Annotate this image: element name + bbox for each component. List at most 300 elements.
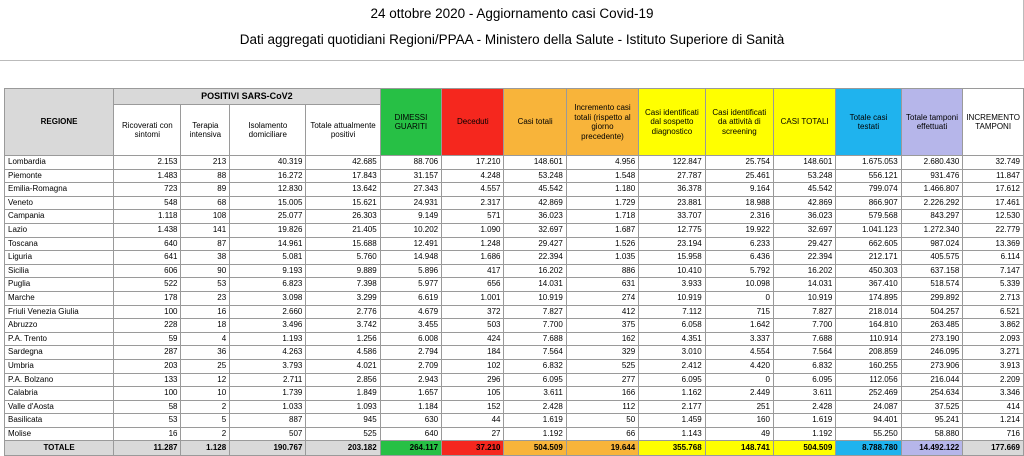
value-cell: 7.827 xyxy=(773,305,835,319)
value-cell: 4.554 xyxy=(705,346,773,360)
col-header-totale-positivi: Totale attualmente positivi xyxy=(306,105,380,156)
value-cell: 3.611 xyxy=(773,387,835,401)
value-cell: 5.081 xyxy=(230,251,306,265)
value-cell: 12.830 xyxy=(230,183,306,197)
region-name-cell: Sardegna xyxy=(5,346,114,360)
value-cell: 931.476 xyxy=(901,169,963,183)
value-cell: 53.248 xyxy=(773,169,835,183)
value-cell: 122.847 xyxy=(639,156,705,170)
table-row xyxy=(5,319,1024,333)
value-cell: 12.530 xyxy=(963,210,1024,224)
value-cell: 7.827 xyxy=(504,305,566,319)
value-cell: 6.008 xyxy=(380,332,441,346)
value-cell: 504.257 xyxy=(901,305,963,319)
value-cell: 31.157 xyxy=(380,169,441,183)
value-cell: 2.153 xyxy=(114,156,181,170)
value-cell: 1.214 xyxy=(963,414,1024,428)
value-cell: 10.098 xyxy=(705,278,773,292)
value-cell: 1.526 xyxy=(566,237,638,251)
table-row xyxy=(5,183,1024,197)
value-cell: 6.095 xyxy=(504,373,566,387)
value-cell: 2 xyxy=(181,400,230,414)
value-cell: 1.657 xyxy=(380,387,441,401)
value-cell: 640 xyxy=(114,237,181,251)
value-cell: 148.601 xyxy=(504,156,566,170)
value-cell: 1.459 xyxy=(639,414,705,428)
value-cell: 7.700 xyxy=(773,319,835,333)
value-cell: 59 xyxy=(114,332,181,346)
region-name-cell: P.A. Trento xyxy=(5,332,114,346)
value-cell: 2.316 xyxy=(705,210,773,224)
total-value-cell: 11.287 xyxy=(114,441,181,456)
value-cell: 507 xyxy=(230,427,306,441)
value-cell: 58 xyxy=(114,400,181,414)
value-cell: 6.823 xyxy=(230,278,306,292)
region-name-cell: Friuli Venezia Giulia xyxy=(5,305,114,319)
value-cell: 2.449 xyxy=(705,387,773,401)
total-value-cell: 504.509 xyxy=(773,441,835,456)
value-cell: 1.619 xyxy=(504,414,566,428)
value-cell: 208.859 xyxy=(836,346,901,360)
value-cell: 277 xyxy=(566,373,638,387)
value-cell: 1.256 xyxy=(306,332,380,346)
value-cell: 218.014 xyxy=(836,305,901,319)
value-cell: 25.754 xyxy=(705,156,773,170)
table-row xyxy=(5,264,1024,278)
value-cell: 53.248 xyxy=(504,169,566,183)
value-cell: 94.401 xyxy=(836,414,901,428)
value-cell: 6.058 xyxy=(639,319,705,333)
value-cell: 45.542 xyxy=(504,183,566,197)
value-cell: 100 xyxy=(114,387,181,401)
value-cell: 14.031 xyxy=(773,278,835,292)
value-cell: 6.521 xyxy=(963,305,1024,319)
value-cell: 254.634 xyxy=(901,387,963,401)
total-value-cell: 148.741 xyxy=(705,441,773,456)
value-cell: 216.044 xyxy=(901,373,963,387)
value-cell: 2.709 xyxy=(380,359,441,373)
value-cell: 4.557 xyxy=(442,183,504,197)
value-cell: 0 xyxy=(705,291,773,305)
value-cell: 2.093 xyxy=(963,332,1024,346)
value-cell: 3.455 xyxy=(380,319,441,333)
table-row xyxy=(5,414,1024,428)
value-cell: 5.896 xyxy=(380,264,441,278)
value-cell: 18.988 xyxy=(705,196,773,210)
value-cell: 1.248 xyxy=(442,237,504,251)
value-cell: 16.202 xyxy=(504,264,566,278)
value-cell: 299.892 xyxy=(901,291,963,305)
value-cell: 656 xyxy=(442,278,504,292)
value-cell: 29.427 xyxy=(773,237,835,251)
value-cell: 637.158 xyxy=(901,264,963,278)
value-cell: 6.095 xyxy=(639,373,705,387)
value-cell: 329 xyxy=(566,346,638,360)
value-cell: 38 xyxy=(181,251,230,265)
value-cell: 571 xyxy=(442,210,504,224)
value-cell: 27.343 xyxy=(380,183,441,197)
total-value-cell: 14.492.122 xyxy=(901,441,963,456)
covid-regional-table xyxy=(4,88,1024,456)
value-cell: 2.680.430 xyxy=(901,156,963,170)
value-cell: 17.461 xyxy=(963,196,1024,210)
value-cell: 579.568 xyxy=(836,210,901,224)
value-cell: 3.098 xyxy=(230,291,306,305)
value-cell: 90 xyxy=(181,264,230,278)
value-cell: 148.601 xyxy=(773,156,835,170)
value-cell: 3.299 xyxy=(306,291,380,305)
value-cell: 3.346 xyxy=(963,387,1024,401)
table-row xyxy=(5,156,1024,170)
value-cell: 4.956 xyxy=(566,156,638,170)
value-cell: 164.810 xyxy=(836,319,901,333)
value-cell: 273.190 xyxy=(901,332,963,346)
value-cell: 22.394 xyxy=(773,251,835,265)
table-row xyxy=(5,332,1024,346)
table-row xyxy=(5,359,1024,373)
table-row xyxy=(5,291,1024,305)
col-header-incremento-casi: Incremento casi totali (rispetto al giorno precedente) xyxy=(566,89,638,156)
value-cell: 19.826 xyxy=(230,223,306,237)
value-cell: 5.792 xyxy=(705,264,773,278)
value-cell: 1.687 xyxy=(566,223,638,237)
value-cell: 9.149 xyxy=(380,210,441,224)
value-cell: 14.961 xyxy=(230,237,306,251)
value-cell: 4.420 xyxy=(705,359,773,373)
region-name-cell: P.A. Bolzano xyxy=(5,373,114,387)
value-cell: 110.914 xyxy=(836,332,901,346)
value-cell: 4.586 xyxy=(306,346,380,360)
value-cell: 22.394 xyxy=(504,251,566,265)
value-cell: 1.033 xyxy=(230,400,306,414)
value-cell: 1.143 xyxy=(639,427,705,441)
value-cell: 9.889 xyxy=(306,264,380,278)
value-cell: 12.775 xyxy=(639,223,705,237)
value-cell: 40.319 xyxy=(230,156,306,170)
region-name-cell: Calabria xyxy=(5,387,114,401)
value-cell: 18 xyxy=(181,319,230,333)
col-header-totale-casi-testati: Totale casi testati xyxy=(836,89,901,156)
value-cell: 630 xyxy=(380,414,441,428)
value-cell: 23.194 xyxy=(639,237,705,251)
value-cell: 273.906 xyxy=(901,359,963,373)
value-cell: 414 xyxy=(963,400,1024,414)
value-cell: 16 xyxy=(181,305,230,319)
value-cell: 3.010 xyxy=(639,346,705,360)
value-cell: 6.436 xyxy=(705,251,773,265)
value-cell: 15.621 xyxy=(306,196,380,210)
value-cell: 7.564 xyxy=(773,346,835,360)
value-cell: 375 xyxy=(566,319,638,333)
region-name-cell: Umbria xyxy=(5,359,114,373)
value-cell: 32.749 xyxy=(963,156,1024,170)
value-cell: 9.193 xyxy=(230,264,306,278)
value-cell: 29.427 xyxy=(504,237,566,251)
value-cell: 42.869 xyxy=(773,196,835,210)
value-cell: 16.202 xyxy=(773,264,835,278)
value-cell: 88 xyxy=(181,169,230,183)
value-cell: 1.001 xyxy=(442,291,504,305)
value-cell: 228 xyxy=(114,319,181,333)
region-name-cell: Piemonte xyxy=(5,169,114,183)
value-cell: 287 xyxy=(114,346,181,360)
value-cell: 88.706 xyxy=(380,156,441,170)
table-row xyxy=(5,223,1024,237)
value-cell: 10.919 xyxy=(773,291,835,305)
table-row xyxy=(5,210,1024,224)
value-cell: 5.977 xyxy=(380,278,441,292)
value-cell: 36.023 xyxy=(773,210,835,224)
region-name-cell: Puglia xyxy=(5,278,114,292)
col-header-casi-totali-upper: CASI TOTALI xyxy=(773,89,835,156)
value-cell: 4.248 xyxy=(442,169,504,183)
value-cell: 27 xyxy=(442,427,504,441)
value-cell: 556.121 xyxy=(836,169,901,183)
value-cell: 5 xyxy=(181,414,230,428)
value-cell: 606 xyxy=(114,264,181,278)
value-cell: 3.611 xyxy=(504,387,566,401)
value-cell: 2.660 xyxy=(230,305,306,319)
value-cell: 27.787 xyxy=(639,169,705,183)
region-name-cell: Abruzzo xyxy=(5,319,114,333)
value-cell: 89 xyxy=(181,183,230,197)
value-cell: 25 xyxy=(181,359,230,373)
col-header-deceduti: Deceduti xyxy=(442,89,504,156)
value-cell: 7.688 xyxy=(773,332,835,346)
table-row xyxy=(5,169,1024,183)
value-cell: 412 xyxy=(566,305,638,319)
value-cell: 866.907 xyxy=(836,196,901,210)
value-cell: 9.164 xyxy=(705,183,773,197)
value-cell: 450.303 xyxy=(836,264,901,278)
value-cell: 105 xyxy=(442,387,504,401)
value-cell: 6.832 xyxy=(504,359,566,373)
value-cell: 203 xyxy=(114,359,181,373)
value-cell: 53 xyxy=(181,278,230,292)
region-name-cell: Valle d'Aosta xyxy=(5,400,114,414)
value-cell: 1.035 xyxy=(566,251,638,265)
value-cell: 7.700 xyxy=(504,319,566,333)
total-value-cell: 190.767 xyxy=(230,441,306,456)
value-cell: 525 xyxy=(306,427,380,441)
value-cell: 263.485 xyxy=(901,319,963,333)
value-cell: 1.090 xyxy=(442,223,504,237)
col-header-isolamento: Isolamento domiciliare xyxy=(230,105,306,156)
value-cell: 522 xyxy=(114,278,181,292)
value-cell: 17.210 xyxy=(442,156,504,170)
value-cell: 1.729 xyxy=(566,196,638,210)
value-cell: 1.162 xyxy=(639,387,705,401)
total-value-cell: 203.182 xyxy=(306,441,380,456)
col-header-incremento-tamponi: INCREMENTO TAMPONI xyxy=(963,89,1024,156)
value-cell: 1.272.340 xyxy=(901,223,963,237)
value-cell: 19.922 xyxy=(705,223,773,237)
total-value-cell: 177.669 xyxy=(963,441,1024,456)
value-cell: 6.233 xyxy=(705,237,773,251)
value-cell: 102 xyxy=(442,359,504,373)
value-cell: 987.024 xyxy=(901,237,963,251)
value-cell: 2.713 xyxy=(963,291,1024,305)
value-cell: 166 xyxy=(566,387,638,401)
value-cell: 1.093 xyxy=(306,400,380,414)
value-cell: 10 xyxy=(181,387,230,401)
region-name-cell: Molise xyxy=(5,427,114,441)
value-cell: 45.542 xyxy=(773,183,835,197)
value-cell: 6.114 xyxy=(963,251,1024,265)
table-row xyxy=(5,427,1024,441)
value-cell: 3.933 xyxy=(639,278,705,292)
region-name-cell: Emilia-Romagna xyxy=(5,183,114,197)
value-cell: 36.378 xyxy=(639,183,705,197)
value-cell: 274 xyxy=(566,291,638,305)
total-value-cell: 504.509 xyxy=(504,441,566,456)
value-cell: 13.642 xyxy=(306,183,380,197)
value-cell: 49 xyxy=(705,427,773,441)
value-cell: 716 xyxy=(963,427,1024,441)
report-date-title: 24 ottobre 2020 - Aggiornamento casi Covid-19 xyxy=(370,6,654,21)
value-cell: 723 xyxy=(114,183,181,197)
value-cell: 162 xyxy=(566,332,638,346)
value-cell: 108 xyxy=(181,210,230,224)
value-cell: 641 xyxy=(114,251,181,265)
value-cell: 15.958 xyxy=(639,251,705,265)
value-cell: 843.297 xyxy=(901,210,963,224)
value-cell: 4.351 xyxy=(639,332,705,346)
total-value-cell: 1.128 xyxy=(181,441,230,456)
value-cell: 160 xyxy=(705,414,773,428)
total-label-cell: TOTALE xyxy=(5,441,114,456)
region-name-cell: Liguria xyxy=(5,251,114,265)
total-value-cell: 19.644 xyxy=(566,441,638,456)
value-cell: 184 xyxy=(442,346,504,360)
total-row xyxy=(5,441,1024,456)
value-cell: 68 xyxy=(181,196,230,210)
value-cell: 525 xyxy=(566,359,638,373)
table-row xyxy=(5,387,1024,401)
value-cell: 7.688 xyxy=(504,332,566,346)
col-header-sospetto-diagnostico: Casi identificati dal sospetto diagnostico xyxy=(639,89,705,156)
value-cell: 1.192 xyxy=(504,427,566,441)
value-cell: 16.272 xyxy=(230,169,306,183)
value-cell: 133 xyxy=(114,373,181,387)
col-header-dimessi-guariti: DIMESSI GUARITI xyxy=(380,89,441,156)
value-cell: 12 xyxy=(181,373,230,387)
value-cell: 1.619 xyxy=(773,414,835,428)
table-row xyxy=(5,251,1024,265)
value-cell: 23 xyxy=(181,291,230,305)
value-cell: 178 xyxy=(114,291,181,305)
value-cell: 95.241 xyxy=(901,414,963,428)
value-cell: 10.202 xyxy=(380,223,441,237)
value-cell: 945 xyxy=(306,414,380,428)
region-name-cell: Campania xyxy=(5,210,114,224)
region-name-cell: Sicilia xyxy=(5,264,114,278)
region-name-cell: Lazio xyxy=(5,223,114,237)
value-cell: 424 xyxy=(442,332,504,346)
value-cell: 24.087 xyxy=(836,400,901,414)
value-cell: 2.317 xyxy=(442,196,504,210)
value-cell: 3.913 xyxy=(963,359,1024,373)
value-cell: 1.193 xyxy=(230,332,306,346)
value-cell: 16 xyxy=(114,427,181,441)
value-cell: 887 xyxy=(230,414,306,428)
col-header-regione: REGIONE xyxy=(5,89,114,156)
region-name-cell: Lombardia xyxy=(5,156,114,170)
value-cell: 42.685 xyxy=(306,156,380,170)
value-cell: 12.491 xyxy=(380,237,441,251)
value-cell: 1.548 xyxy=(566,169,638,183)
value-cell: 640 xyxy=(380,427,441,441)
value-cell: 4.263 xyxy=(230,346,306,360)
value-cell: 715 xyxy=(705,305,773,319)
value-cell: 6.095 xyxy=(773,373,835,387)
value-cell: 10.919 xyxy=(639,291,705,305)
table-row xyxy=(5,237,1024,251)
value-cell: 53 xyxy=(114,414,181,428)
value-cell: 662.605 xyxy=(836,237,901,251)
value-cell: 1.718 xyxy=(566,210,638,224)
value-cell: 42.869 xyxy=(504,196,566,210)
value-cell: 32.697 xyxy=(504,223,566,237)
value-cell: 33.707 xyxy=(639,210,705,224)
table-row xyxy=(5,305,1024,319)
value-cell: 66 xyxy=(566,427,638,441)
value-cell: 152 xyxy=(442,400,504,414)
value-cell: 518.574 xyxy=(901,278,963,292)
value-cell: 87 xyxy=(181,237,230,251)
value-cell: 417 xyxy=(442,264,504,278)
value-cell: 1.180 xyxy=(566,183,638,197)
value-cell: 1.686 xyxy=(442,251,504,265)
value-cell: 372 xyxy=(442,305,504,319)
value-cell: 7.147 xyxy=(963,264,1024,278)
value-cell: 5.339 xyxy=(963,278,1024,292)
value-cell: 3.793 xyxy=(230,359,306,373)
total-value-cell: 8.788.780 xyxy=(836,441,901,456)
value-cell: 367.410 xyxy=(836,278,901,292)
value-cell: 1.184 xyxy=(380,400,441,414)
value-cell: 4.021 xyxy=(306,359,380,373)
value-cell: 26.303 xyxy=(306,210,380,224)
col-header-screening: Casi identificati da attività di screening xyxy=(705,89,773,156)
region-name-cell: Basilicata xyxy=(5,414,114,428)
value-cell: 2 xyxy=(181,427,230,441)
value-cell: 2.428 xyxy=(773,400,835,414)
value-cell: 3.271 xyxy=(963,346,1024,360)
value-cell: 2.943 xyxy=(380,373,441,387)
value-cell: 213 xyxy=(181,156,230,170)
value-cell: 160.255 xyxy=(836,359,901,373)
value-cell: 22.779 xyxy=(963,223,1024,237)
region-name-cell: Toscana xyxy=(5,237,114,251)
value-cell: 23.881 xyxy=(639,196,705,210)
value-cell: 212.171 xyxy=(836,251,901,265)
value-cell: 24.931 xyxy=(380,196,441,210)
value-cell: 6.832 xyxy=(773,359,835,373)
value-cell: 174.895 xyxy=(836,291,901,305)
value-cell: 2.856 xyxy=(306,373,380,387)
value-cell: 1.438 xyxy=(114,223,181,237)
value-cell: 1.192 xyxy=(773,427,835,441)
value-cell: 405.575 xyxy=(901,251,963,265)
value-cell: 2.711 xyxy=(230,373,306,387)
value-cell: 10.919 xyxy=(504,291,566,305)
value-cell: 37.525 xyxy=(901,400,963,414)
col-header-terapia-intensiva: Terapia intensiva xyxy=(181,105,230,156)
value-cell: 548 xyxy=(114,196,181,210)
value-cell: 21.405 xyxy=(306,223,380,237)
value-cell: 3.337 xyxy=(705,332,773,346)
